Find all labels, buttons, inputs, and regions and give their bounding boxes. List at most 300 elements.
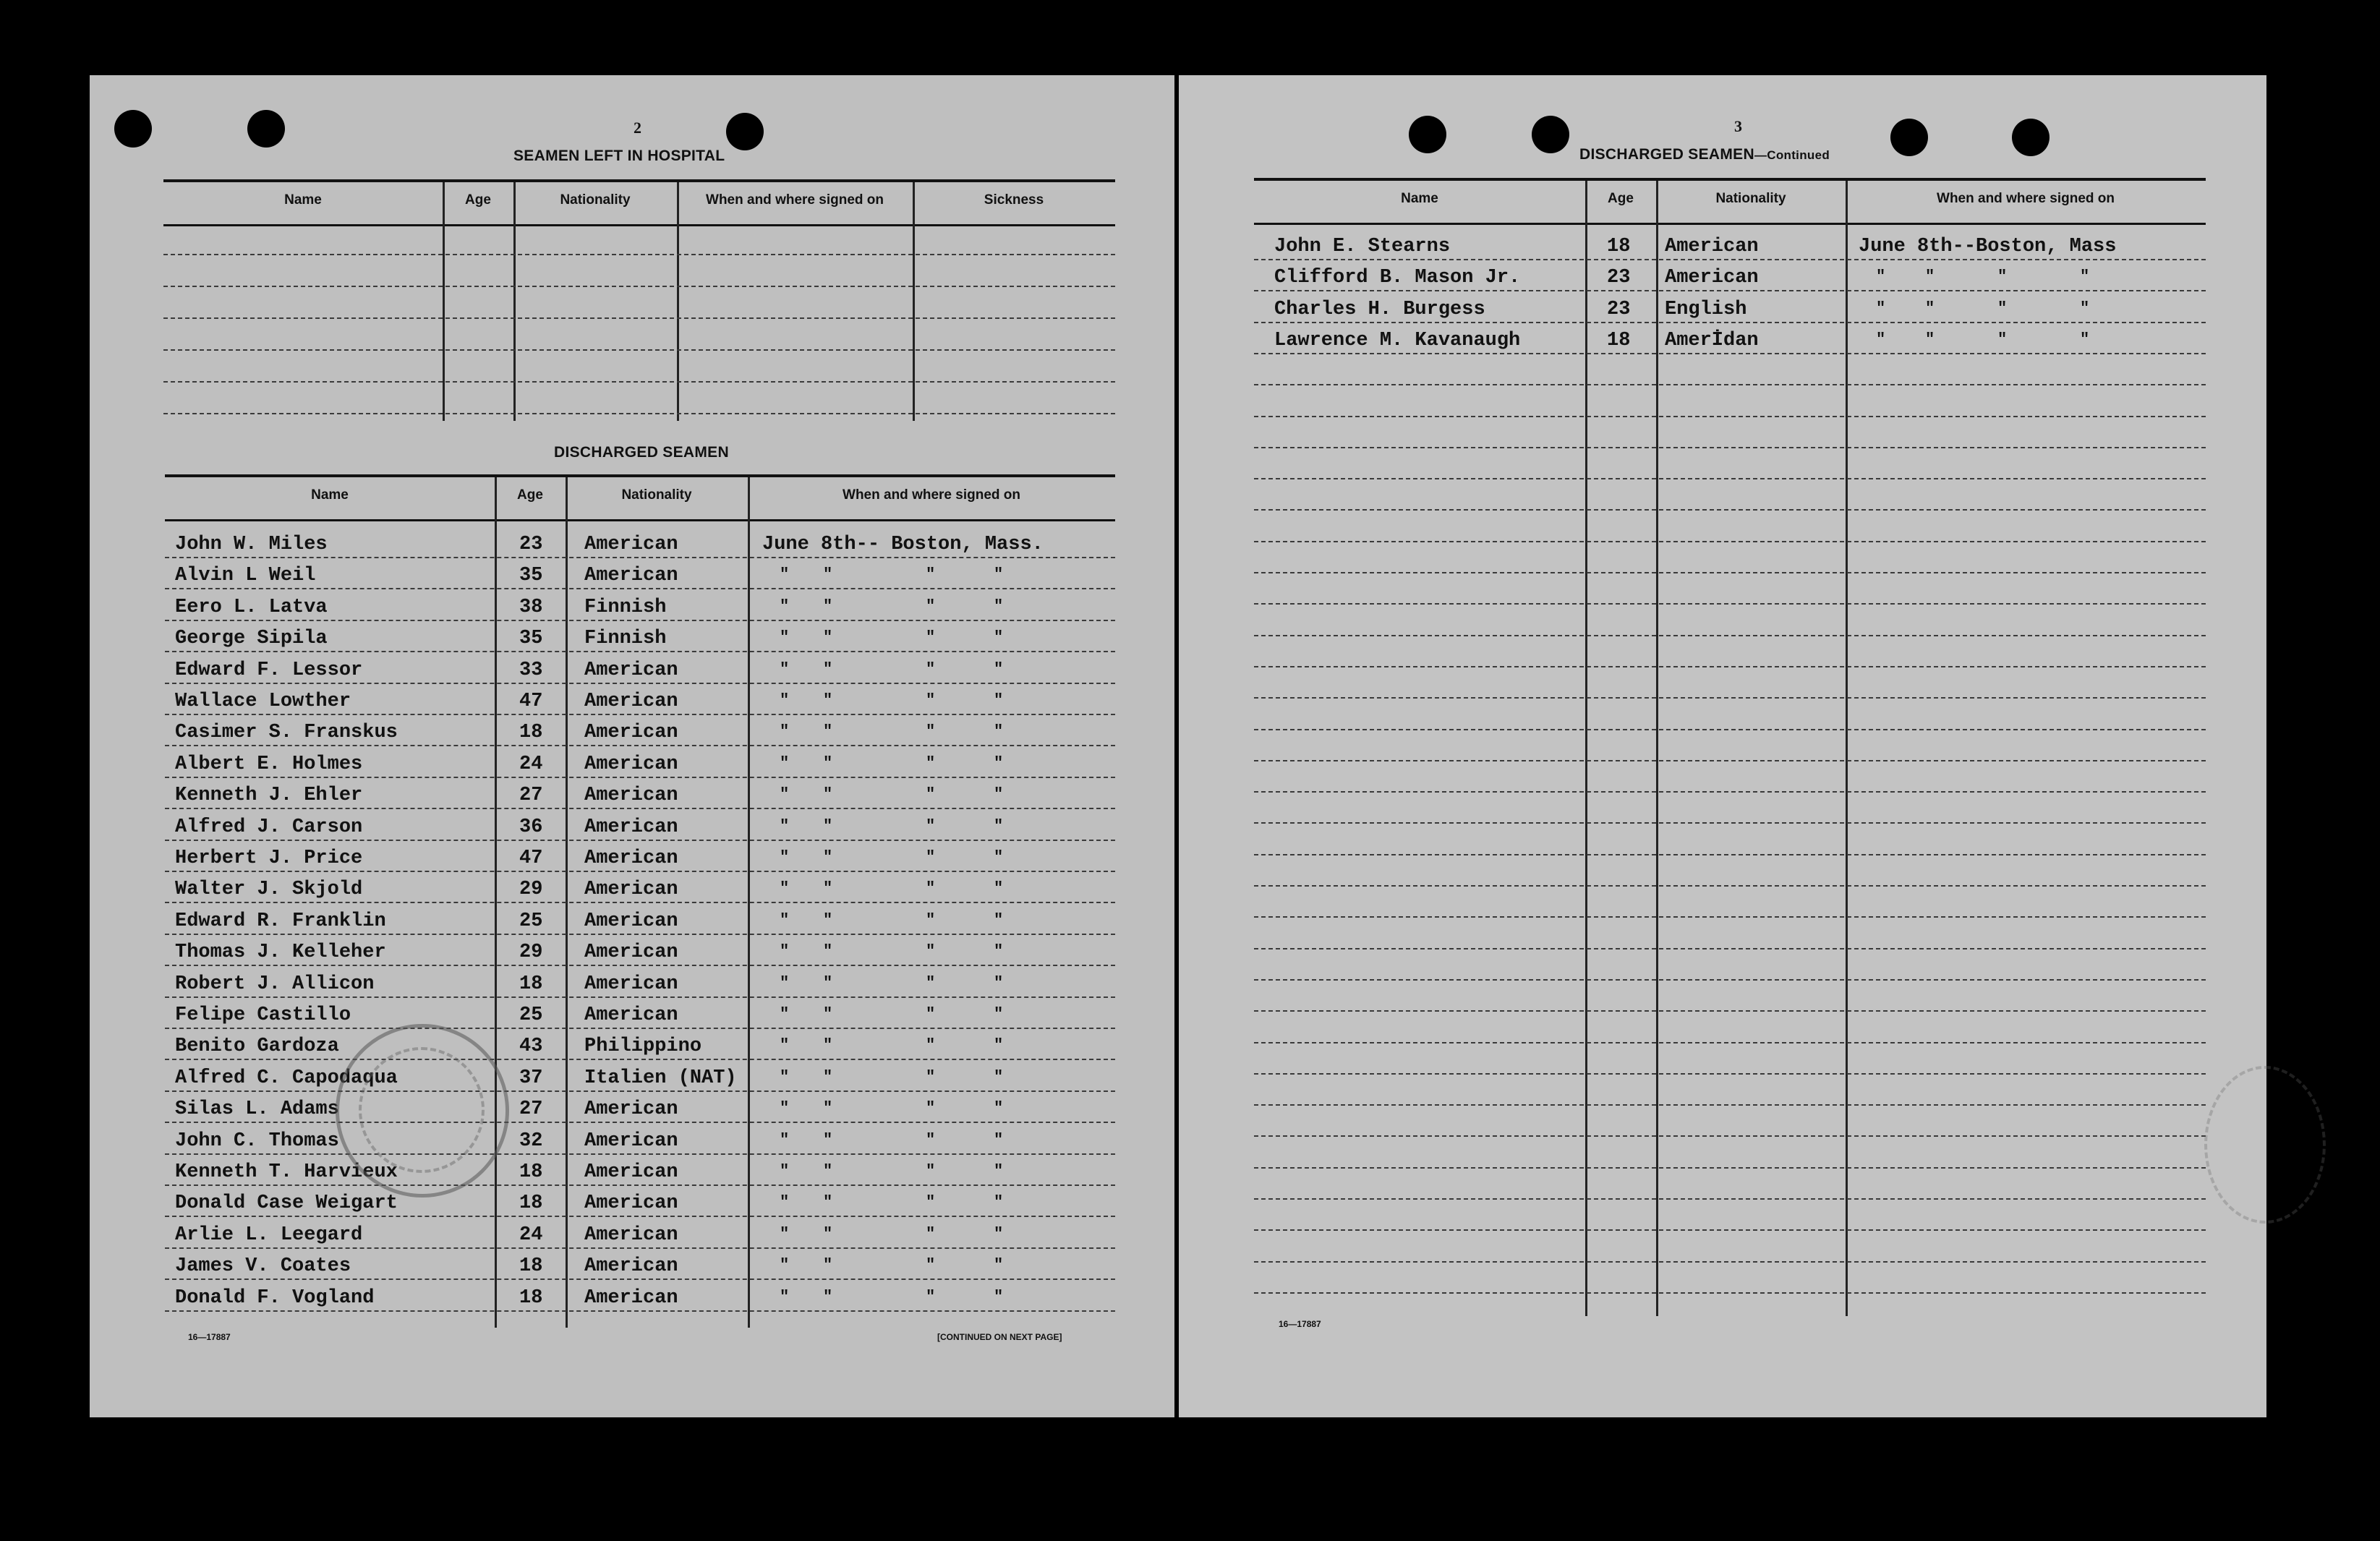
table-row (165, 528, 1115, 555)
table-row (165, 1093, 1115, 1120)
table-row (165, 1062, 1115, 1089)
ditto-mark: " (926, 1224, 936, 1243)
seaman-age: 35 (519, 628, 543, 650)
punch-hole (114, 110, 152, 148)
ditto-mark: " (1925, 268, 1935, 286)
ditto-mark: " (823, 816, 833, 835)
punch-hole (1409, 116, 1446, 153)
hospital-col-nationality: Nationality (560, 192, 631, 208)
seaman-age: 27 (519, 1098, 543, 1121)
punch-hole (2012, 119, 2050, 156)
ditto-mark: " (926, 785, 936, 804)
seaman-age: 38 (519, 596, 543, 618)
ditto-mark: " (994, 1036, 1004, 1055)
seaman-signed-on: June 8th--Boston, Mass (1859, 236, 2117, 257)
seaman-nationality: Italien (NAT) (584, 1067, 737, 1089)
row-rule (165, 1090, 1115, 1092)
ditto-mark: " (823, 597, 833, 615)
ditto-mark: " (780, 1193, 790, 1212)
seaman-age: 47 (519, 691, 543, 712)
seaman-nationality: American (584, 879, 678, 901)
ditto-mark: " (780, 1256, 790, 1275)
table-row (165, 968, 1115, 995)
ditto-mark: " (994, 1005, 1004, 1023)
continued-col-nationality: Nationality (1715, 191, 1786, 206)
ditto-mark: " (994, 628, 1004, 647)
ditto-mark: " (823, 722, 833, 741)
seaman-name: Charles H. Burgess (1274, 298, 1485, 320)
seaman-age: 18 (519, 1286, 543, 1309)
ditto-mark: " (780, 597, 790, 615)
ditto-mark: " (926, 1067, 936, 1086)
row-rule (1254, 1261, 2206, 1263)
ditto-mark: " (1876, 330, 1886, 349)
discharged-col-signed: When and where signed on (843, 487, 1020, 503)
page-number: 2 (634, 119, 641, 137)
ditto-mark: " (994, 691, 1004, 709)
table-row (1254, 261, 2206, 289)
seaman-nationality: American (584, 816, 678, 838)
ditto-mark: " (994, 1067, 1004, 1086)
ditto-mark: " (994, 910, 1004, 929)
discharged-col-age: Age (517, 487, 543, 503)
ditto-mark: " (994, 879, 1004, 898)
row-rule (165, 840, 1115, 841)
row-rule (1254, 635, 2206, 636)
right-section-title (1579, 146, 1830, 163)
seaman-age: 43 (519, 1036, 543, 1058)
discharged-section-title: DISCHARGED SEAMEN (554, 444, 729, 461)
hospital-col-sickness: Sickness (984, 192, 1044, 208)
right-title-suffix: —Continued (1754, 148, 1830, 162)
row-rule (1254, 416, 2206, 417)
seaman-age: 23 (519, 534, 543, 555)
ditto-mark: " (823, 565, 833, 584)
table-row (165, 591, 1115, 618)
seaman-nationality: American (584, 1130, 678, 1152)
row-rule (165, 902, 1115, 903)
seaman-nationality: American (584, 848, 678, 869)
seaman-name: Clifford B. Mason Jr. (1274, 267, 1521, 289)
seaman-name: Edward F. Lessor (175, 659, 363, 681)
continued-col-signed: When and where signed on (1937, 191, 2115, 206)
ditto-mark: " (823, 1162, 833, 1180)
ditto-mark: " (780, 942, 790, 961)
row-rule (1254, 916, 2206, 918)
ditto-mark: " (780, 691, 790, 709)
seaman-nationality: Finnish (584, 628, 667, 650)
ditto-mark: " (1876, 299, 1886, 317)
seaman-name: Thomas J. Kelleher (175, 942, 386, 964)
row-rule (165, 1059, 1115, 1060)
ditto-mark: " (926, 816, 936, 835)
table-row (165, 999, 1115, 1026)
row-rule (1254, 322, 2206, 323)
row-rule (1254, 822, 2206, 824)
row-rule (1254, 1198, 2206, 1200)
form-number-right: 16—17887 (1279, 1319, 1321, 1329)
punch-hole (1532, 116, 1569, 153)
ditto-mark: " (994, 1256, 1004, 1275)
continued-col-age: Age (1608, 191, 1634, 206)
ditto-mark: " (994, 1162, 1004, 1180)
ditto-mark: " (994, 1224, 1004, 1243)
seaman-name: Herbert J. Price (175, 848, 363, 869)
seaman-name: Donald F. Vogland (175, 1286, 375, 1309)
ditto-mark: " (926, 565, 936, 584)
table-row (165, 1218, 1115, 1246)
seaman-name: Alvin L Weil (175, 565, 316, 587)
ditto-mark: " (780, 816, 790, 835)
seaman-age: 18 (519, 1255, 543, 1278)
ditto-mark: " (994, 848, 1004, 866)
ditto-mark: " (926, 942, 936, 961)
continued-note: [CONTINUED ON NEXT PAGE] (937, 1332, 1062, 1342)
row-rule (1254, 572, 2206, 573)
ditto-mark: " (780, 1287, 790, 1306)
seaman-age: 18 (1607, 329, 1631, 351)
table-row (165, 1156, 1115, 1183)
discharged-table (165, 474, 1115, 1328)
ditto-mark: " (823, 1256, 833, 1275)
row-rule (165, 1216, 1115, 1217)
row-rule (1254, 509, 2206, 511)
seaman-name: Walter J. Skjold (175, 879, 363, 901)
continued-col-name: Name (1401, 191, 1438, 206)
seaman-nationality: American (584, 565, 678, 587)
ditto-mark: " (823, 754, 833, 772)
row-rule (1254, 353, 2206, 354)
row-rule (165, 1184, 1115, 1186)
seaman-name: Silas L. Adams (175, 1098, 339, 1121)
row-rule (1254, 478, 2206, 479)
ditto-mark: " (926, 1036, 936, 1055)
row-rule (1254, 854, 2206, 855)
ditto-mark: " (2080, 268, 2090, 286)
seaman-name: Albert E. Holmes (175, 753, 363, 775)
seaman-nationality: American (1665, 236, 1759, 257)
row-rule (165, 620, 1115, 621)
seaman-nationality: English (1665, 298, 1747, 320)
ditto-mark: " (994, 722, 1004, 741)
seaman-age: 27 (519, 785, 543, 807)
ditto-mark: " (780, 1036, 790, 1055)
ditto-mark: " (926, 597, 936, 615)
ditto-mark: " (780, 1067, 790, 1086)
ditto-mark: " (926, 659, 936, 678)
seaman-name: Wallace Lowther (175, 691, 351, 712)
ditto-mark: " (994, 597, 1004, 615)
hospital-col-age: Age (465, 192, 491, 208)
seaman-nationality: American (584, 1224, 678, 1246)
ditto-mark: " (780, 785, 790, 804)
seaman-name: John E. Stearns (1274, 236, 1451, 257)
ditto-mark: " (926, 1099, 936, 1118)
row-rule (165, 651, 1115, 652)
discharged-continued-table (1254, 178, 2206, 1316)
page-number-right: 3 (1734, 117, 1742, 135)
row-rule (1254, 1042, 2206, 1043)
ditto-mark: " (2080, 299, 2090, 317)
hospital-table (163, 179, 1115, 421)
ditto-mark: " (926, 722, 936, 741)
table-row (165, 685, 1115, 712)
seaman-nationality: Amerİdan (1665, 329, 1759, 351)
row-rule (1254, 1073, 2206, 1075)
table-row (1254, 324, 2206, 351)
seaman-name: Edward R. Franklin (175, 910, 386, 932)
ditto-mark: " (926, 628, 936, 647)
row-rule (165, 777, 1115, 778)
seaman-age: 29 (519, 879, 543, 901)
seaman-age: 18 (519, 1192, 543, 1215)
ditto-mark: " (823, 659, 833, 678)
hospital-col-signed: When and where signed on (706, 192, 884, 208)
table-row (1254, 293, 2206, 320)
seaman-nationality: American (584, 753, 678, 775)
ditto-mark: " (926, 1287, 936, 1306)
seaman-name: Eero L. Latva (175, 596, 328, 618)
left-page (90, 75, 1174, 1417)
ditto-mark: " (823, 1224, 833, 1243)
hospital-section-title: SEAMEN LEFT IN HOSPITAL (513, 148, 725, 164)
row-rule (165, 557, 1115, 558)
row-rule (165, 996, 1115, 998)
ditto-mark: " (823, 973, 833, 992)
form-number: 16—17887 (188, 1332, 231, 1342)
ditto-mark: " (780, 754, 790, 772)
ditto-mark: " (926, 1005, 936, 1023)
row-rule (1254, 1010, 2206, 1012)
ditto-mark: " (823, 848, 833, 866)
ditto-mark: " (780, 659, 790, 678)
seaman-name: Robert J. Allicon (175, 973, 375, 995)
table-row (1254, 230, 2206, 257)
seaman-signed-on: June 8th-- Boston, Mass. (762, 534, 1044, 555)
seaman-name: John W. Miles (175, 534, 328, 555)
row-rule (1254, 447, 2206, 448)
seaman-age: 25 (519, 1004, 543, 1026)
row-rule (1254, 1104, 2206, 1106)
row-rule (165, 1122, 1115, 1123)
seaman-nationality: American (584, 1255, 678, 1278)
seaman-age: 36 (519, 816, 543, 838)
table-row (165, 1030, 1115, 1057)
ditto-mark: " (823, 879, 833, 898)
ditto-mark: " (780, 628, 790, 647)
punch-hole (726, 113, 764, 150)
table-row (165, 559, 1115, 586)
ditto-mark: " (823, 1067, 833, 1086)
row-rule (1254, 760, 2206, 761)
seaman-nationality: American (1665, 267, 1759, 289)
ditto-mark: " (926, 879, 936, 898)
row-rule (1254, 666, 2206, 667)
seaman-nationality: American (584, 785, 678, 807)
row-rule (1254, 541, 2206, 542)
row-rule (165, 1279, 1115, 1280)
seaman-age: 29 (519, 942, 543, 964)
row-rule (1254, 1292, 2206, 1294)
row-rule (1254, 948, 2206, 949)
row-rule (1254, 384, 2206, 385)
ditto-mark: " (926, 910, 936, 929)
row-rule (1254, 1229, 2206, 1231)
seaman-age: 23 (1607, 298, 1631, 320)
ditto-mark: " (1997, 268, 2008, 286)
seaman-nationality: American (584, 691, 678, 712)
row-rule (1254, 1135, 2206, 1137)
ditto-mark: " (994, 1193, 1004, 1212)
seaman-nationality: American (584, 1098, 678, 1121)
table-row (165, 1250, 1115, 1277)
ditto-mark: " (780, 1162, 790, 1180)
seaman-name: Arlie L. Leegard (175, 1224, 363, 1246)
ditto-mark: " (926, 1130, 936, 1149)
ditto-mark: " (1925, 330, 1935, 349)
ditto-mark: " (823, 1036, 833, 1055)
row-rule (1254, 259, 2206, 260)
table-row (165, 716, 1115, 743)
punch-hole (1890, 119, 1928, 156)
table-row (165, 622, 1115, 649)
edge-stamp (2204, 1066, 2326, 1224)
table-row (165, 654, 1115, 681)
ditto-mark: " (823, 942, 833, 961)
table-row (165, 905, 1115, 932)
seaman-name: James V. Coates (175, 1255, 351, 1278)
postmark-stamp-inner (359, 1047, 485, 1173)
row-rule (165, 1028, 1115, 1029)
row-rule (1254, 290, 2206, 291)
ditto-mark: " (994, 785, 1004, 804)
ditto-mark: " (926, 1193, 936, 1212)
right-title-main: DISCHARGED SEAMEN (1579, 146, 1754, 163)
table-row (165, 1281, 1115, 1309)
seaman-age: 24 (519, 753, 543, 775)
row-rule (165, 1310, 1115, 1312)
row-rule (165, 808, 1115, 809)
seaman-name: Benito Gardoza (175, 1036, 339, 1058)
ditto-mark: " (823, 1130, 833, 1149)
ditto-mark: " (780, 565, 790, 584)
table-row (165, 936, 1115, 963)
row-rule (165, 1247, 1115, 1249)
seaman-nationality: Philippino (584, 1036, 702, 1058)
ditto-mark: " (994, 565, 1004, 584)
seaman-nationality: American (584, 1161, 678, 1183)
seaman-age: 35 (519, 565, 543, 587)
ditto-mark: " (823, 1099, 833, 1118)
row-rule (1254, 603, 2206, 605)
ditto-mark: " (926, 973, 936, 992)
ditto-mark: " (2080, 330, 2090, 349)
seaman-age: 25 (519, 910, 543, 932)
ditto-mark: " (780, 910, 790, 929)
ditto-mark: " (994, 816, 1004, 835)
ditto-mark: " (1997, 330, 2008, 349)
seaman-nationality: Finnish (584, 596, 667, 618)
seaman-age: 24 (519, 1224, 543, 1246)
ditto-mark: " (926, 1256, 936, 1275)
row-rule (165, 714, 1115, 715)
seaman-nationality: American (584, 1286, 678, 1309)
seaman-name: Kenneth J. Ehler (175, 785, 363, 807)
row-rule (1254, 791, 2206, 793)
ditto-mark: " (823, 1005, 833, 1023)
discharged-col-name: Name (311, 487, 349, 503)
ditto-mark: " (994, 754, 1004, 772)
seaman-age: 33 (519, 659, 543, 681)
table-row (165, 748, 1115, 775)
seaman-name: Alfred J. Carson (175, 816, 363, 838)
row-rule (165, 934, 1115, 935)
seaman-nationality: American (584, 1192, 678, 1215)
table-row (165, 1124, 1115, 1152)
seaman-name: John C. Thomas (175, 1130, 339, 1152)
ditto-mark: " (1997, 299, 2008, 317)
table-row (165, 1187, 1115, 1214)
ditto-mark: " (994, 1130, 1004, 1149)
seaman-age: 23 (1607, 267, 1631, 289)
ditto-mark: " (780, 1130, 790, 1149)
seaman-age: 18 (519, 973, 543, 995)
seaman-age: 18 (519, 722, 543, 744)
seaman-age: 18 (1607, 236, 1631, 257)
ditto-mark: " (823, 628, 833, 647)
seaman-age: 32 (519, 1130, 543, 1152)
seaman-name: George Sipila (175, 628, 328, 650)
row-rule (165, 965, 1115, 966)
row-rule (1254, 729, 2206, 730)
seaman-nationality: American (584, 942, 678, 964)
ditto-mark: " (780, 1099, 790, 1118)
ditto-mark: " (994, 973, 1004, 992)
seaman-age: 37 (519, 1067, 543, 1089)
seaman-nationality: American (584, 534, 678, 555)
table-row (165, 811, 1115, 838)
seaman-name: Lawrence M. Kavanaugh (1274, 329, 1521, 351)
ditto-mark: " (926, 754, 936, 772)
table-row (165, 842, 1115, 869)
seaman-age: 18 (519, 1161, 543, 1183)
ditto-mark: " (1925, 299, 1935, 317)
row-rule (1254, 885, 2206, 887)
ditto-mark: " (994, 659, 1004, 678)
right-page (1179, 75, 2266, 1417)
row-rule (1254, 979, 2206, 981)
seaman-name: Casimer S. Franskus (175, 722, 398, 744)
seaman-age: 47 (519, 848, 543, 869)
seaman-nationality: American (584, 973, 678, 995)
row-rule (1254, 697, 2206, 699)
row-rule (165, 871, 1115, 872)
ditto-mark: " (926, 691, 936, 709)
discharged-col-nationality: Nationality (621, 487, 692, 503)
seaman-name: Donald Case Weigart (175, 1192, 398, 1215)
ditto-mark: " (780, 1224, 790, 1243)
hospital-col-name: Name (284, 192, 322, 208)
seaman-name: Alfred C. Capodaqua (175, 1067, 398, 1089)
seaman-name: Kenneth T. Harvieux (175, 1161, 398, 1183)
table-row (165, 779, 1115, 806)
ditto-mark: " (780, 879, 790, 898)
ditto-mark: " (823, 1193, 833, 1212)
seaman-name: Felipe Castillo (175, 1004, 351, 1026)
ditto-mark: " (994, 1099, 1004, 1118)
ditto-mark: " (780, 848, 790, 866)
row-rule (165, 745, 1115, 746)
